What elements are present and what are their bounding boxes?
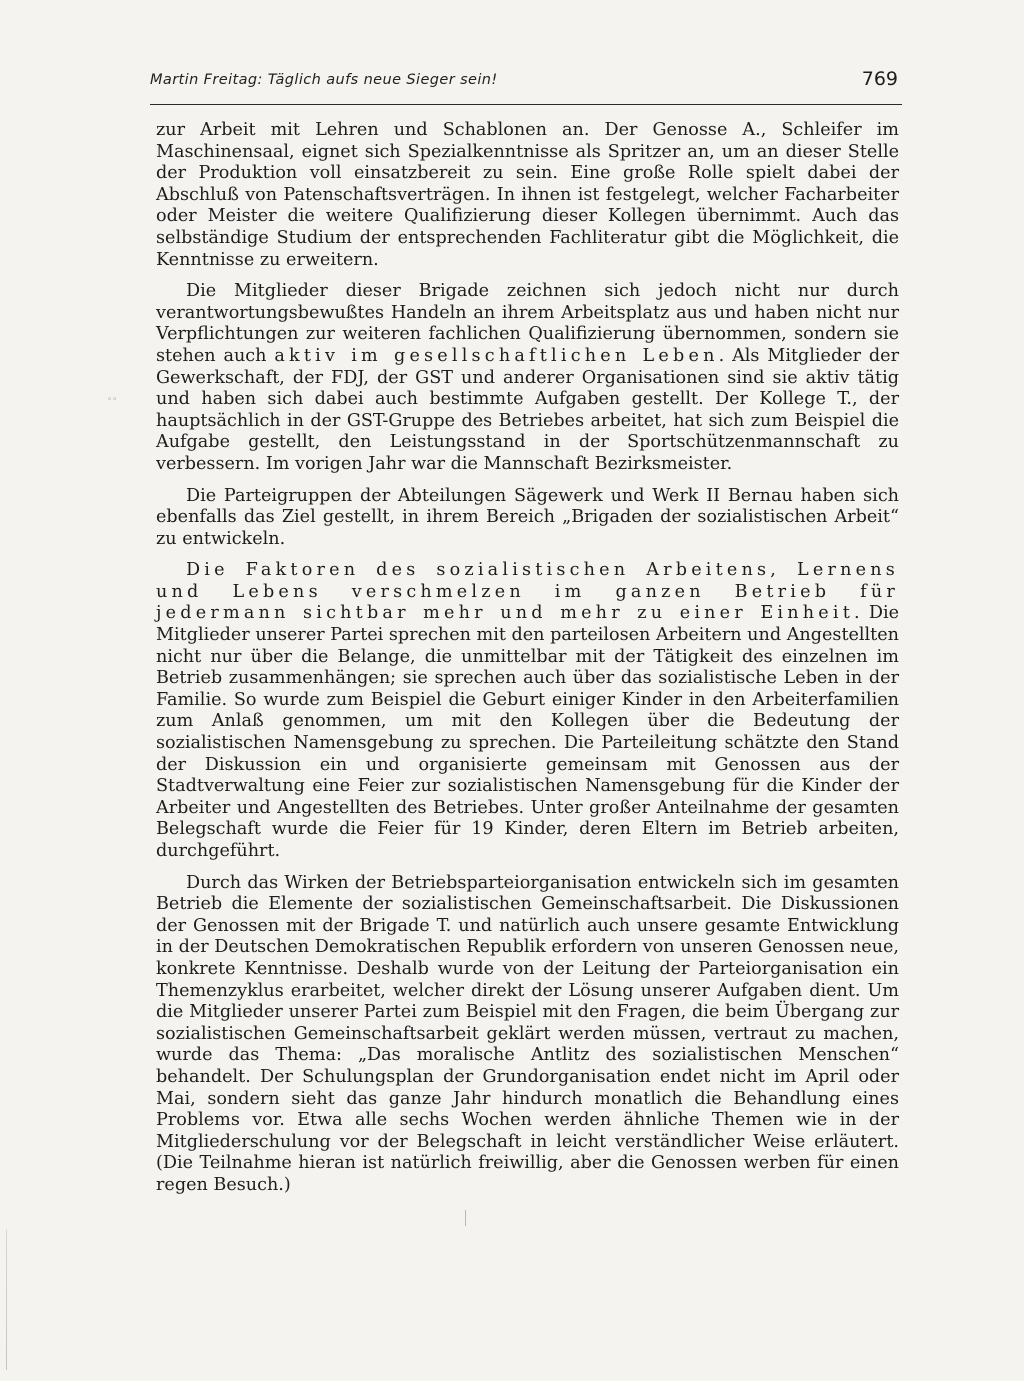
paragraph-2-text-a: Die Mitglieder dieser Brigade zeichnen sich jedoch nicht nur durch verantwortungsbewußtes Handeln an ihrem Arbeitsplatz aus und haben nicht nur Verpflichtungen zur weiteren fachlichen Qualifizierung übernommen, sondern sie stehen auch bbox=[156, 281, 899, 366]
paragraph-5-text: Durch das Wirken der Betriebsparteiorganisation entwickeln sich im gesamten Betrieb die Elemente der sozialistischen Gemeinschaftsarbeit. Die Diskussionen der Genossen mit der Brigade T. und natürlich auch unsere gesamte Entwicklung in der Deutschen Demokratischen Republik erfordern von unseren Genossen neue, konkrete Kenntnisse. Deshalb wurde von der Leitung der Parteiorganisation ein Themenzyklus erarbeitet, welcher direkt der Lösung unserer Aufgaben dient. Um die Mitglieder unserer Partei zum Beispiel mit den Fragen, die beim Übergang zur sozialistischen Gemeinschaftsarbeit geklärt werden müssen, vertraut zu machen, wurde das Thema: „Das moralische Antlitz des sozialistischen Menschen“ behandelt. Der Schulungsplan der Grundorganisation endet nicht im April oder Mai, sondern sieht das ganze Jahr hindurch monatlich die Behandlung eines Problems vor. Etwa alle sechs Wochen werden ähnliche Themen wie in der Mitgliederschulung vor der Belegschaft in leicht verständlicher Weise erläutert. (Die Teilnahme hieran ist natürlich freiwillig, aber die Genossen werben für einen regen Besuch.) bbox=[156, 872, 899, 1195]
paragraph-1 bbox=[156, 120, 899, 271]
paragraph-3-text: Die Parteigruppen der Abteilungen Sägewerk und Werk II Bernau haben sich ebenfalls das Ziel gestellt, in ihrem Bereich „Brigaden der sozialistischen Arbeit“ zu entwickeln. bbox=[156, 485, 899, 549]
body-text bbox=[156, 120, 899, 1207]
running-header bbox=[150, 70, 902, 105]
page-number: 769 bbox=[861, 68, 898, 90]
page-edge-mark bbox=[6, 1230, 7, 1370]
paragraph-2 bbox=[156, 281, 899, 475]
paragraph-3 bbox=[156, 486, 899, 551]
scan-artifact bbox=[465, 1210, 466, 1226]
paragraph-2-text-b: . Als Mitglieder der Gewerkschaft, der FDJ, der GST und anderer Organisationen sind sie aktiv tätig und haben sich dabei auch bestimmte Aufgaben gestellt. Der Kollege T., der hauptsächlich in der GST-Gruppe des Betriebes arbeitet, hat sich zum Beispiel die Aufgabe gestellt, den Leistungsstand in der Sportschützenmannschaft zu verbessern. Im vorigen Jahr war die Mannschaft Bezirksmeister. bbox=[156, 345, 899, 474]
margin-mark: ◦◦ bbox=[107, 395, 118, 405]
paragraph-2-emphasis: aktiv im gesellschaftlichen Leben bbox=[274, 345, 719, 366]
paragraph-4-text: . Die Mitglieder unserer Partei sprechen mit den parteilosen Arbeitern und Angestellten nicht nur über die Belange, die unmittelbar mit der Tätigkeit des einzelnen im Betrieb zusammenhängen; sie sprechen auch über das sozialistische Leben in der Familie. So wurde zum Beispiel die Geburt einiger Kinder in den Arbeiterfamilien zum Anlaß genommen, um mit den Kollegen über die Bedeutung der sozialistischen Namensgebung zu sprechen. Die Parteileitung schätzte den Stand der Diskussion ein und organisierte gemeinsam mit Genossen aus der Stadtverwaltung eine Feier zur sozialistischen Namensgebung für die Kinder der Arbeiter und Angestellten des Betriebes. Unter großer Anteilnahme der gesamten Belegschaft wurde die Feier für 19 Kinder, deren Eltern im Betrieb arbeiten, durchgeführt. bbox=[156, 603, 899, 861]
paragraph-4-emphasis: Die Faktoren des sozialistischen Arbeitens, Lernens und Lebens verschmelzen im ganzen Betrieb für jedermann sichtbar mehr und mehr zu einer Einheit bbox=[156, 560, 899, 624]
paragraph-4 bbox=[156, 560, 899, 862]
paragraph-5 bbox=[156, 873, 899, 1197]
paragraph-1-text: zur Arbeit mit Lehren und Schablonen an. Der Genosse A., Schleifer im Maschinensaal, eignet sich Spezialkenntnisse als Spritzer an, um an dieser Stelle der Produktion voll einsatzbereit zu sein. Eine große Rolle spielt dabei der Abschluß von Patenschaftsverträgen. In ihnen ist festgelegt, welcher Facharbeiter oder Meister die weitere Qualifizierung dieser Kollegen übernimmt. Auch das selbständige Studium der entsprechenden Fachliteratur gibt die Möglichkeit, die Kenntnisse zu erweitern. bbox=[156, 120, 899, 270]
running-title: Martin Freitag: Täglich aufs neue Sieger sein! bbox=[150, 72, 498, 88]
